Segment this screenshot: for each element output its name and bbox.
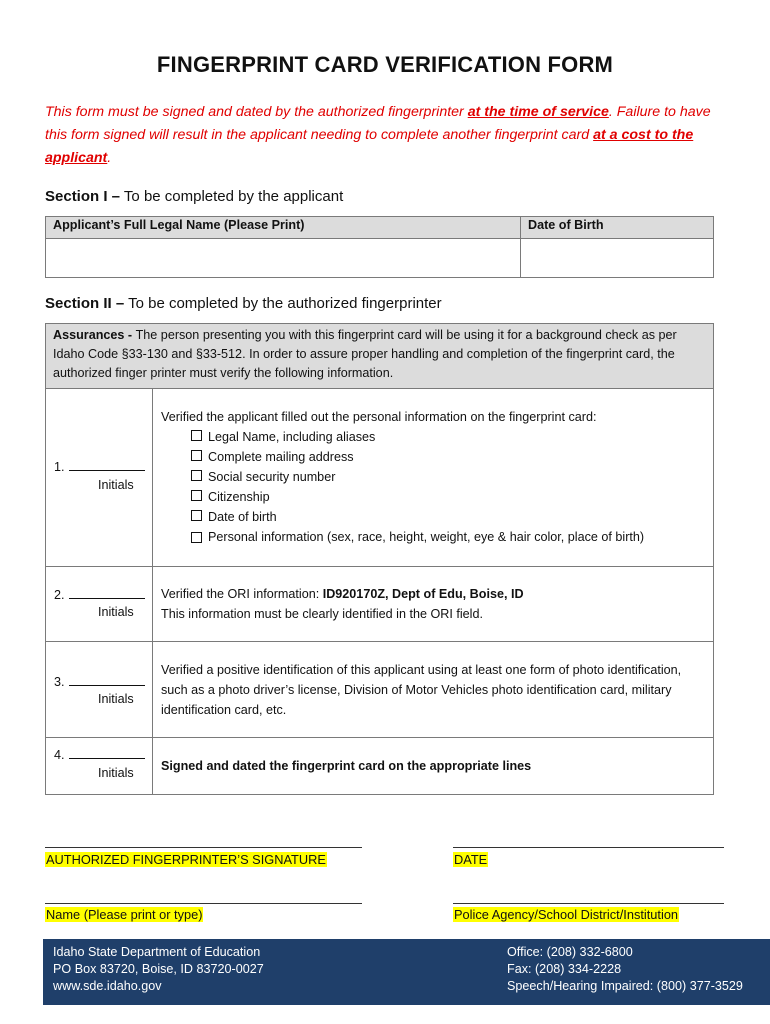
item-4-description: Signed and dated the fingerprint card on the appropriate lines bbox=[153, 738, 714, 795]
initials-label: Initials bbox=[98, 692, 134, 706]
item-number: 2. bbox=[54, 586, 145, 602]
checklist-item[interactable]: Legal Name, including aliases bbox=[161, 427, 705, 447]
agency-line[interactable] bbox=[453, 903, 724, 922]
footer-website[interactable]: www.sde.idaho.gov bbox=[53, 979, 162, 993]
assurances-cell bbox=[46, 324, 714, 389]
checkbox-icon[interactable] bbox=[191, 470, 202, 481]
date-label: DATE bbox=[454, 852, 488, 867]
footer-contact bbox=[507, 944, 743, 995]
footer-tty: Speech/Hearing Impaired: (800) 377-3529 bbox=[507, 979, 743, 993]
initials-label: Initials bbox=[98, 478, 134, 492]
item-2-text: Verified the ORI information: ID920170Z, Dept of Edu, Boise, ID bbox=[161, 587, 524, 601]
notice-emphasis-service: at the time of service bbox=[467, 104, 609, 120]
checkbox-icon[interactable] bbox=[191, 450, 202, 461]
section-1-heading bbox=[45, 188, 343, 205]
agency-label: Police Agency/School District/Institution bbox=[454, 907, 679, 922]
service-notice bbox=[45, 101, 725, 170]
footer-address bbox=[53, 944, 264, 995]
checkbox-icon[interactable] bbox=[191, 430, 202, 441]
checkbox-icon[interactable] bbox=[191, 510, 202, 521]
section-1-label: Section I – bbox=[45, 188, 121, 205]
name-line[interactable] bbox=[45, 903, 362, 922]
footer-org: Idaho State Department of Education bbox=[53, 945, 261, 959]
applicant-name-field[interactable] bbox=[46, 239, 521, 278]
notice-text-2: . Failure to have this form signed will result in the applicant needing to complete another fingerprint card bbox=[45, 104, 711, 143]
checkbox-icon[interactable] bbox=[191, 490, 202, 501]
assurances-text: The person presenting you with this fingerprint card will be using it for a background check as per Idaho Code §33-130 and §33-512. In order to assure proper handling and completion of the fingerprint card, the authorized finger printer must verify the following information. bbox=[53, 328, 677, 380]
checklist-item[interactable]: Personal information (sex, race, height, weight, eye & hair color, place of birth) bbox=[161, 527, 705, 547]
assurances-label: Assurances - bbox=[53, 328, 136, 342]
checklist-item[interactable]: Date of birth bbox=[161, 507, 705, 527]
item-number: 1. bbox=[54, 458, 145, 474]
notice-text-1: This form must be signed and dated by the authorized fingerprinter bbox=[45, 104, 468, 120]
notice-emphasis-cost: at a cost to the applicant bbox=[45, 127, 694, 166]
item-2-description bbox=[153, 567, 714, 642]
signature-line[interactable] bbox=[45, 847, 362, 867]
applicant-name-header: Applicant’s Full Legal Name (Please Print) bbox=[46, 217, 521, 239]
signature-label: AUTHORIZED FINGERPRINTER’S SIGNATURE bbox=[46, 852, 326, 867]
name-label: Name (Please print or type) bbox=[46, 907, 203, 922]
item-1-text: Verified the applicant filled out the personal information on the fingerprint card: bbox=[161, 410, 597, 424]
applicant-table bbox=[45, 216, 714, 278]
section-2-heading bbox=[45, 295, 442, 312]
notice-text-3: . bbox=[107, 150, 112, 166]
dob-header: Date of Birth bbox=[521, 217, 714, 239]
date-line[interactable] bbox=[453, 847, 724, 867]
checkbox-icon[interactable] bbox=[191, 532, 202, 543]
item-number: 3. bbox=[54, 673, 145, 689]
verification-table bbox=[45, 323, 714, 795]
item-3-description: Verified a positive identification of this applicant using at least one form of photo identification, such as a photo driver’s license, Division of Motor Vehicles photo identification card, military identification card, etc. bbox=[153, 642, 714, 738]
checklist-item[interactable]: Complete mailing address bbox=[161, 447, 705, 467]
form-title: FINGERPRINT CARD VERIFICATION FORM bbox=[156, 52, 614, 77]
footer-po-box: PO Box 83720, Boise, ID 83720-0027 bbox=[53, 962, 264, 976]
item-number: 4. bbox=[54, 746, 145, 762]
initials-field-3[interactable] bbox=[46, 642, 153, 738]
item-1-description bbox=[153, 389, 714, 567]
initials-field-1[interactable] bbox=[46, 389, 153, 567]
dob-field[interactable] bbox=[521, 239, 714, 278]
section-1-text: To be completed by the applicant bbox=[120, 188, 344, 205]
footer-fax: Fax: (208) 334-2228 bbox=[507, 962, 622, 976]
checklist-item[interactable]: Citizenship bbox=[161, 487, 705, 507]
item-2-note: This information must be clearly identified in the ORI field. bbox=[161, 607, 483, 621]
section-2-text: To be completed by the authorized fingerprinter bbox=[124, 295, 442, 312]
initials-label: Initials bbox=[98, 766, 134, 780]
footer-bar bbox=[43, 939, 770, 1005]
initials-field-4[interactable] bbox=[46, 738, 153, 795]
initials-label: Initials bbox=[98, 605, 134, 619]
section-2-label: Section II – bbox=[45, 295, 125, 312]
initials-field-2[interactable] bbox=[46, 567, 153, 642]
checklist-item[interactable]: Social security number bbox=[161, 467, 705, 487]
footer-office-phone: Office: (208) 332-6800 bbox=[507, 945, 633, 959]
